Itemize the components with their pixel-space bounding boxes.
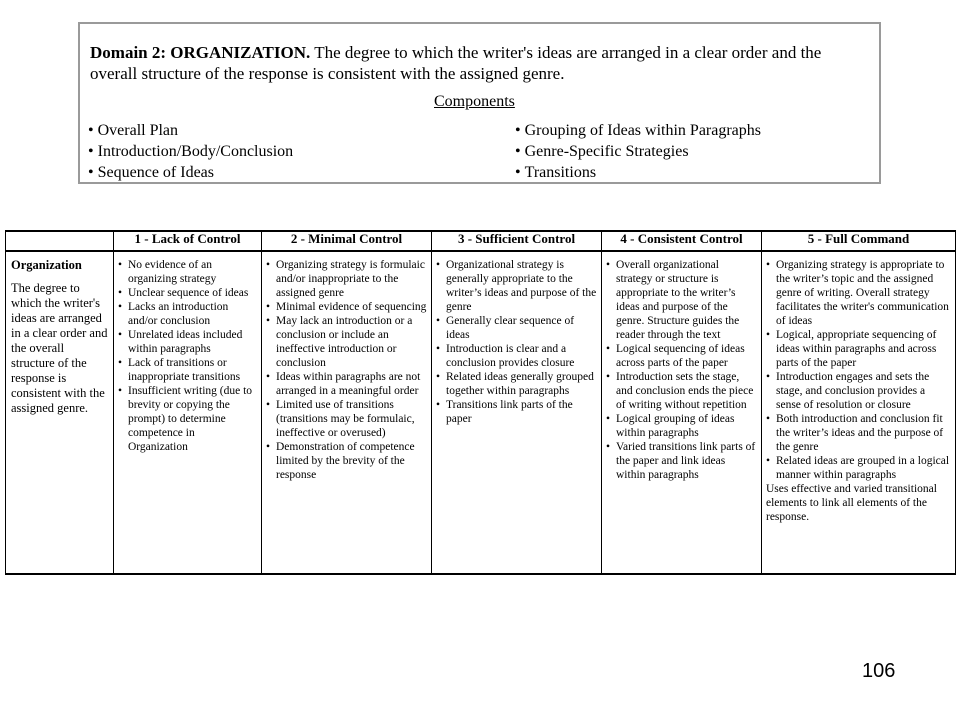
score-cell [114,251,262,574]
descriptor-list [606,258,757,482]
descriptor-item: • Lack of transitions or inappropriate transitions [118,356,257,384]
organization-rubric-table [5,230,956,575]
descriptor-item: • Related ideas generally grouped together within paragraphs [436,370,597,398]
column-header: 2 - Minimal Control [262,231,432,251]
descriptor-item: • Introduction sets the stage, and conclusion ends the piece of writing without repetition [606,370,757,412]
descriptor-list [266,258,427,482]
table-row [6,251,956,574]
descriptor-item: • Related ideas are grouped in a logical manner within paragraphs [766,454,951,482]
component-item: • Introduction/Body/Conclusion [88,141,293,162]
row-description: The degree to which the writer's ideas are arranged in a clear order and the overall structure of the response is consistent with the assigned genre. [11,281,108,415]
component-item: • Overall Plan [88,120,293,141]
descriptor-item: • No evidence of an organizing strategy [118,258,257,286]
column-header [6,231,114,251]
descriptor-item: • Unclear sequence of ideas [118,286,257,300]
column-header: 5 - Full Command [762,231,956,251]
row-title: Organization [11,258,82,272]
descriptor-item: • Transitions link parts of the paper [436,398,597,426]
component-item: • Transitions [515,162,761,183]
components-list-left [88,120,293,183]
descriptor-list [766,258,951,482]
page-number: 106 [862,660,896,682]
components-heading: Components [434,93,515,110]
descriptor-item: • Limited use of transitions (transitions may be formulaic, ineffective or overused) [266,398,427,440]
column-header: 1 - Lack of Control [114,231,262,251]
descriptor-item: • Introduction is clear and a conclusion provides closure [436,342,597,370]
domain-description: The degree to which the writer's ideas are arranged in a clear order and the overall structure of the response is consistent with the assigned genre. [90,43,822,83]
descriptor-item: • Organizing strategy is appropriate to the writer’s topic and the assigned genre of writing. Overall strategy facilitates the writer's communication of ideas [766,258,951,328]
descriptor-item: • Logical grouping of ideas within paragraphs [606,412,757,440]
descriptor-item: • Both introduction and conclusion fit the writer’s ideas and the purpose of the genre [766,412,951,454]
descriptor-item: • Generally clear sequence of ideas [436,314,597,342]
score-cell [262,251,432,574]
descriptor-item: • Insufficient writing (due to brevity or copying the prompt) to determine competence in Organization [118,384,257,454]
column-header: 4 - Consistent Control [602,231,762,251]
rubric-header-row [6,231,956,251]
components-list-right [515,120,761,183]
descriptor-note: Uses effective and varied transitional elements to link all elements of the response. [766,483,937,523]
descriptor-item: • Unrelated ideas included within paragraphs [118,328,257,356]
descriptor-item: • Demonstration of competence limited by the brevity of the response [266,440,427,482]
descriptor-item: • Organizational strategy is generally appropriate to the writer’s ideas and purpose of the genre [436,258,597,314]
column-header: 3 - Sufficient Control [432,231,602,251]
descriptor-list [436,258,597,426]
row-header-cell [6,251,114,574]
domain-intro [90,42,870,84]
score-cell [602,251,762,574]
score-cell [762,251,956,574]
domain-header-box [78,22,881,184]
component-item: • Sequence of Ideas [88,162,293,183]
descriptor-item: • Lacks an introduction and/or conclusion [118,300,257,328]
component-item: • Grouping of Ideas within Paragraphs [515,120,761,141]
descriptor-item: • May lack an introduction or a conclusion or include an ineffective introduction or conclusion [266,314,427,370]
descriptor-item: • Ideas within paragraphs are not arranged in a meaningful order [266,370,427,398]
component-item: • Genre-Specific Strategies [515,141,761,162]
descriptor-item: • Organizing strategy is formulaic and/or inappropriate to the assigned genre [266,258,427,300]
score-cell [432,251,602,574]
domain-label: Domain 2: ORGANIZATION. [90,43,311,62]
descriptor-list [118,258,257,454]
descriptor-item: • Logical sequencing of ideas across parts of the paper [606,342,757,370]
descriptor-item: • Introduction engages and sets the stage, and conclusion provides a sense of resolution or closure [766,370,951,412]
descriptor-item: • Overall organizational strategy or structure is appropriate to the writer’s ideas and purpose of the genre. Structure guides the reader through the text [606,258,757,342]
descriptor-item: • Varied transitions link parts of the paper and link ideas within paragraphs [606,440,757,482]
descriptor-item: • Minimal evidence of sequencing [266,300,427,314]
descriptor-item: • Logical, appropriate sequencing of ideas within paragraphs and across parts of the paper [766,328,951,370]
